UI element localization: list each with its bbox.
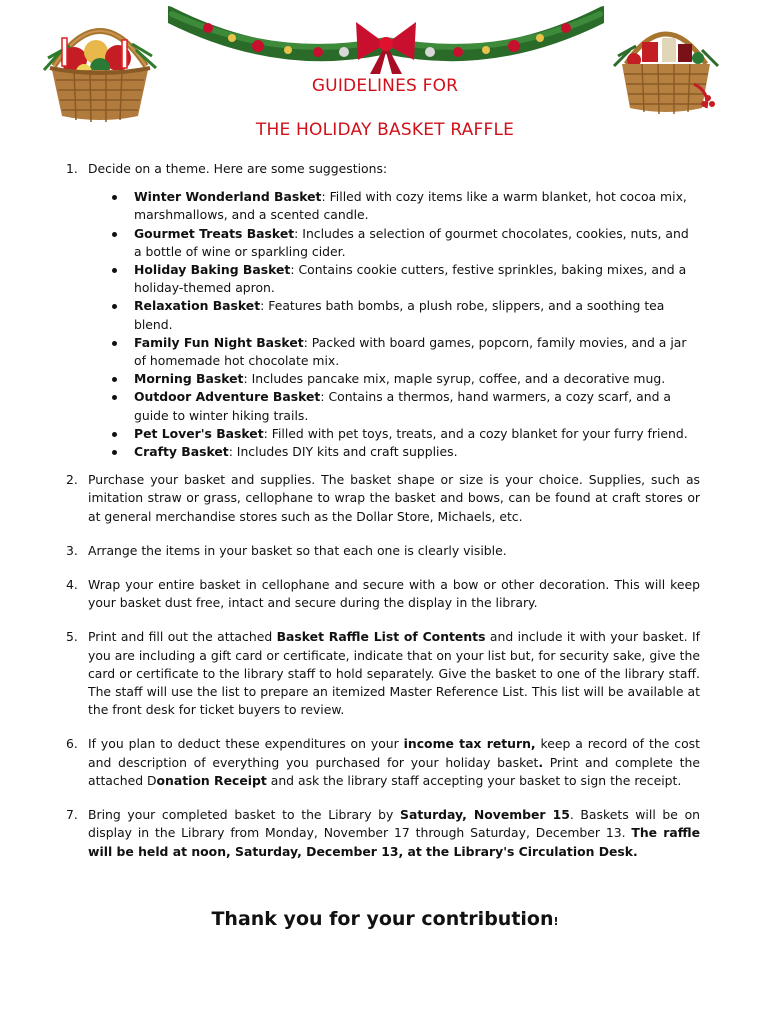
step-number: 1. — [66, 161, 78, 176]
theme-name: Outdoor Adventure Basket — [134, 389, 321, 405]
step-text: Bring your completed basket to the Library by — [88, 807, 401, 823]
list-item — [110, 297, 700, 333]
theme-name: Winter Wonderland Basket — [134, 189, 322, 205]
receipt-name: onation Receipt — [156, 772, 267, 788]
theme-name: Family Fun Night Basket — [134, 334, 304, 350]
gift-basket-right-icon — [612, 8, 720, 116]
thank-you-text: Thank you for your contribution — [211, 908, 554, 930]
list-item — [110, 388, 700, 424]
step-text: Arrange the items in your basket so that each one is clearly visible. — [88, 542, 507, 558]
theme-name: Crafty Basket — [134, 444, 229, 460]
step-number: 6. — [66, 736, 78, 752]
step-text: keep a record of the cost and description of everything you purchased for your holiday basket — [88, 736, 700, 770]
list-item — [110, 443, 700, 461]
step-5 — [66, 628, 700, 719]
step-text: and include it with your basket. If you are including a gift card or certificate, indicate that on your list but, for security sake, give the card or certificate to the library staff to hold separately. Give the basket to one of the library staff. The staff will use the list to prepare an itemized Master Reference List. This list will be available at the front desk for ticket buyers to review. — [88, 629, 700, 718]
step-number: 7. — [66, 807, 78, 823]
bullet-icon — [112, 450, 117, 455]
thank-you-message — [0, 908, 770, 930]
raffle-announcement: The raffle will be held at noon, Saturday, December 13, at the Library's Circulation Desk. — [88, 825, 701, 859]
step-text: Purchase your basket and supplies. The basket shape or size is your choice. Supplies, such as imitation straw or grass, cellophane to wrap the basket and bows, can be found at craft stores or at general merchandise stores such as the Dollar Store, Michaels, etc. — [88, 472, 700, 524]
list-item — [110, 225, 700, 261]
theme-name: Morning Basket — [134, 371, 244, 387]
theme-description: : Contains a thermos, hand warmers, a cozy scarf, and a guide to winter hiking trails. — [134, 389, 671, 423]
theme-description: : Features bath bombs, a plush robe, slippers, and a soothing tea blend. — [134, 298, 665, 332]
theme-description: : Includes pancake mix, maple syrup, coffee, and a decorative mug. — [243, 371, 666, 387]
theme-description: : Includes a selection of gourmet chocolates, cookies, nuts, and a bottle of wine or sparkling cider. — [134, 225, 689, 259]
bullet-icon — [112, 432, 117, 437]
step-number: 5. — [66, 629, 78, 645]
exclamation-mark: ! — [553, 915, 559, 928]
theme-description: : Filled with cozy items like a warm blanket, hot cocoa mix, marshmallows, and a scented candle. — [134, 189, 687, 223]
bullet-icon — [112, 395, 117, 400]
bullet-icon — [112, 195, 117, 200]
list-item — [110, 425, 700, 443]
page-title: GUIDELINES FOR — [311, 76, 459, 96]
step-number: 4. — [66, 577, 78, 593]
bullet-icon — [112, 341, 117, 346]
step-text: and ask the library staff accepting your basket to sign the receipt. — [266, 772, 682, 788]
step-6 — [66, 735, 700, 790]
step-text: Wrap your entire basket in cellophane and secure with a bow or other decoration. This will keep your basket dust free, intact and secure during the display in the library. — [88, 577, 700, 611]
step-1 — [66, 160, 700, 461]
step-number: 2. — [66, 472, 78, 488]
step-2 — [66, 471, 700, 526]
list-item — [110, 261, 700, 297]
theme-name: Relaxation Basket — [134, 298, 261, 314]
bullet-icon — [112, 377, 117, 382]
theme-description: : Filled with pet toys, treats, and a cozy blanket for your furry friend. — [263, 425, 688, 441]
emphasis-text: . — [538, 754, 544, 770]
theme-suggestions-list — [110, 188, 700, 461]
theme-description: : Includes DIY kits and craft supplies. — [228, 444, 458, 460]
step-number: 3. — [66, 542, 78, 558]
theme-name: Gourmet Treats Basket — [134, 225, 295, 241]
bullet-icon — [112, 232, 117, 237]
contents-list-name: Basket Raffle List of Contents — [276, 629, 486, 645]
list-item — [110, 188, 700, 224]
theme-name: Pet Lover's Basket — [134, 425, 264, 441]
deadline-date: Saturday, November 15 — [400, 807, 570, 823]
step-text: If you plan to deduct these expenditures on your — [88, 736, 404, 752]
step-7 — [66, 806, 700, 861]
step-text: Decide on a theme. Here are some suggestions: — [88, 161, 388, 176]
gift-basket-left-icon — [40, 6, 160, 124]
holly-garland-icon — [168, 0, 604, 76]
page-subtitle: THE HOLIDAY BASKET RAFFLE — [255, 120, 515, 140]
bullet-icon — [112, 268, 117, 273]
step-text: Print and complete the attached D — [88, 754, 701, 788]
guidelines-list — [66, 160, 700, 861]
theme-description: : Packed with board games, popcorn, family movies, and a jar of homemade hot chocolate mix. — [134, 334, 687, 369]
step-3 — [66, 542, 700, 560]
theme-name: Holiday Baking Basket — [134, 262, 291, 278]
theme-description: : Contains cookie cutters, festive sprinkles, baking mixes, and a holiday-themed apron. — [134, 262, 687, 296]
step-text: . Baskets will be on display in the Library from Monday, November 17 through Saturday, December 13. — [88, 807, 700, 841]
emphasis-text: income tax return, — [403, 736, 536, 752]
bullet-icon — [112, 304, 117, 309]
step-text: Print and fill out the attached — [88, 629, 277, 645]
list-item — [110, 370, 700, 388]
step-4 — [66, 576, 700, 612]
list-item — [110, 334, 700, 370]
